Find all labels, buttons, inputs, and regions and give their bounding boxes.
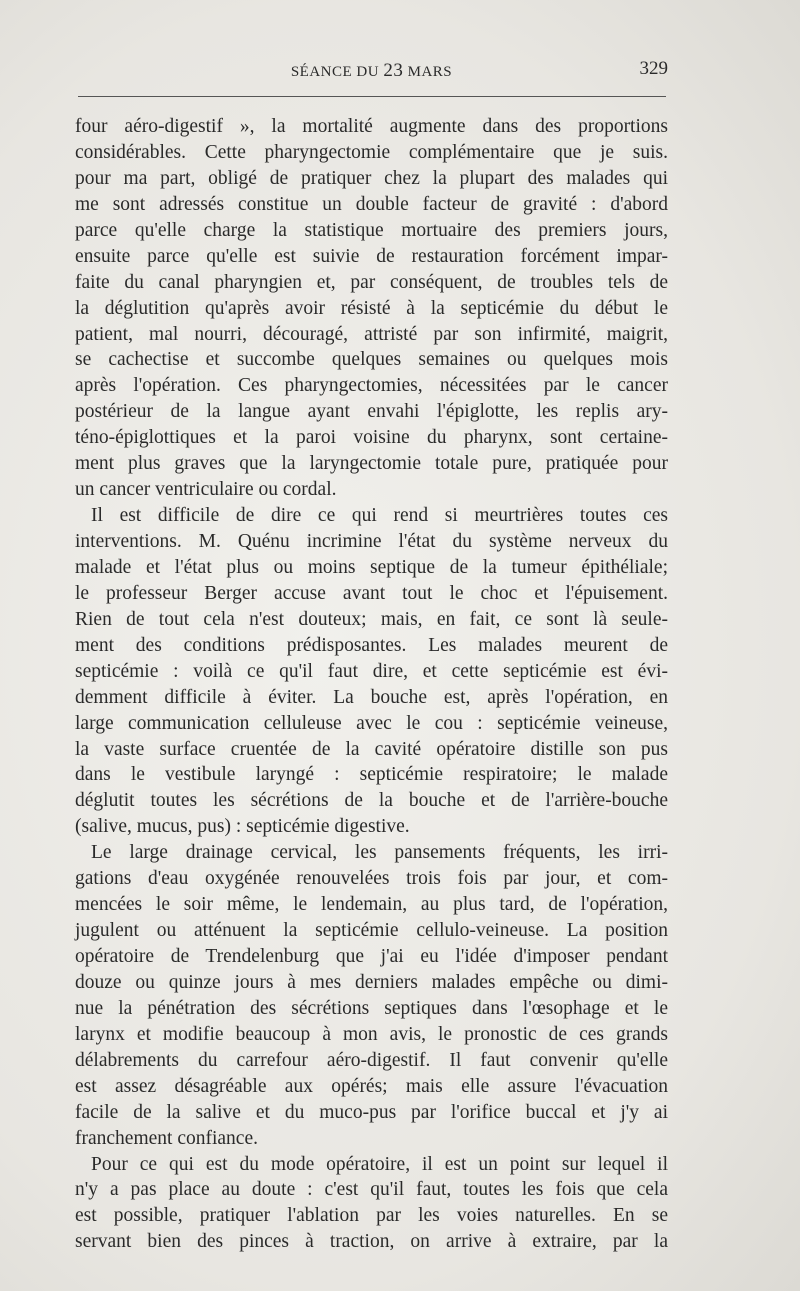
text-line: Pour ce qui est du mode opératoire, il est un point sur lequel il [91, 1153, 668, 1175]
text-line: délabrements du carrefour aéro-digestif. Il faut convenir qu'elle [75, 1049, 668, 1071]
header-rule [78, 96, 666, 97]
text-line: la vaste surface cruentée de la cavité opératoire distille son pus [75, 738, 668, 760]
text-line: Le large drainage cervical, les pansements fréquents, les irri- [91, 842, 668, 864]
text-line: four aéro-digestif », la mortalité augmente dans des proportions [75, 116, 668, 137]
text-line: septicémie : voilà ce qu'il faut dire, et cette septicémie est évi- [75, 660, 668, 682]
text-line: parce qu'elle charge la statistique mortuaire des premiers jours, [75, 219, 668, 241]
text-line: malade et l'état plus ou moins septique de la tumeur épithéliale; [75, 556, 668, 578]
text-line: postérieur de la langue ayant envahi l'épiglotte, les replis ary- [75, 401, 668, 423]
text-line: un cancer ventriculaire ou cordal. [75, 479, 337, 501]
text-line: pour ma part, obligé de pratiquer chez la plupart des malades qui [75, 167, 668, 189]
text-line: est assez désagréable aux opérés; mais elle assure l'évacuation [75, 1075, 668, 1097]
paragraph [75, 114, 668, 503]
body-text [75, 114, 668, 1255]
text-line: mencées le soir même, le lendemain, au plus tard, de l'opération, [75, 894, 668, 916]
text-line: large communication celluleuse avec le cou : septicémie veineuse, [75, 712, 668, 734]
text-line: interventions. M. Quénu incrimine l'état du système nerveux du [75, 531, 668, 552]
text-line: la déglutition qu'après avoir résisté à la septicémie du début le [75, 297, 668, 319]
text-line: douze ou quinze jours à mes derniers malades empêche ou dimi- [75, 971, 668, 993]
title-text: SÉANCE DU [290, 64, 384, 80]
text-line: jugulent ou atténuent la septicémie cellulo-veineuse. La position [75, 920, 668, 942]
text-line: le professeur Berger accuse avant tout le choc et l'épuisement. [75, 582, 668, 604]
text-line: considérables. Cette pharyngectomie complémentaire que je suis. [75, 141, 668, 163]
running-header [75, 58, 668, 82]
text-line: facile de la salive et du muco-pus par l'orifice buccal et j'y ai [75, 1101, 668, 1123]
text-line: se cachectise et succombe quelques semaines ou quelques mois [75, 349, 668, 371]
text-line: téno-épiglottiques et la paroi voisine du pharynx, sont certaine- [75, 427, 668, 449]
text-line: ment plus graves que la laryngectomie totale pure, pratiquée pour [75, 453, 668, 475]
text-line: nue la pénétration des sécrétions septiques dans l'œsophage et le [75, 997, 668, 1019]
paragraph [75, 503, 668, 840]
text-line: servant bien des pinces à traction, on arrive à extraire, par la [75, 1231, 668, 1253]
title-date: 23 [383, 60, 404, 81]
text-line: demment difficile à éviter. La bouche est, après l'opération, en [75, 686, 668, 708]
text-line: Il est difficile de dire ce qui rend si meurtrières toutes ces [91, 505, 668, 527]
text-line: franchement confiance. [75, 1127, 258, 1149]
paragraph [75, 1152, 668, 1256]
running-title [75, 60, 668, 82]
text-line: ment des conditions prédisposantes. Les malades meurent de [75, 634, 668, 656]
text-line: larynx et modifie beaucoup à mon avis, le pronostic de ces grands [75, 1023, 668, 1045]
text-line: n'y a pas place au doute : c'est qu'il faut, toutes les fois que cela [75, 1179, 668, 1201]
text-line: faite du canal pharyngien et, par conséquent, de troubles tels de [75, 271, 668, 293]
page-number: 329 [639, 58, 668, 79]
text-line: déglutit toutes les sécrétions de la bouche et de l'arrière-bouche [75, 790, 668, 812]
text-line: est possible, pratiquer l'ablation par les voies naturelles. En se [75, 1205, 668, 1227]
text-line: me sont adressés constitue un double facteur de gravité : d'abord [75, 193, 668, 215]
text-line: opératoire de Trendelenburg que j'ai eu l'idée d'imposer pendant [75, 946, 668, 967]
text-line: après l'opération. Ces pharyngectomies, nécessitées par le cancer [75, 375, 668, 397]
text-line: ensuite parce qu'elle est suivie de restauration forcément impar- [75, 245, 668, 267]
text-line: dans le vestibule laryngé : septicémie respiratoire; le malade [75, 764, 668, 786]
text-line: patient, mal nourri, découragé, attristé par son infirmité, maigrit, [75, 323, 668, 345]
text-line: gations d'eau oxygénée renouvelées trois fois par jour, et com- [75, 868, 668, 890]
text-line: Rien de tout cela n'est douteux; mais, en fait, ce sont là seule- [75, 608, 668, 630]
text-line: (salive, mucus, pus) : septicémie digestive. [75, 816, 410, 838]
paragraph [75, 840, 668, 1151]
title-month: MARS [403, 64, 453, 80]
